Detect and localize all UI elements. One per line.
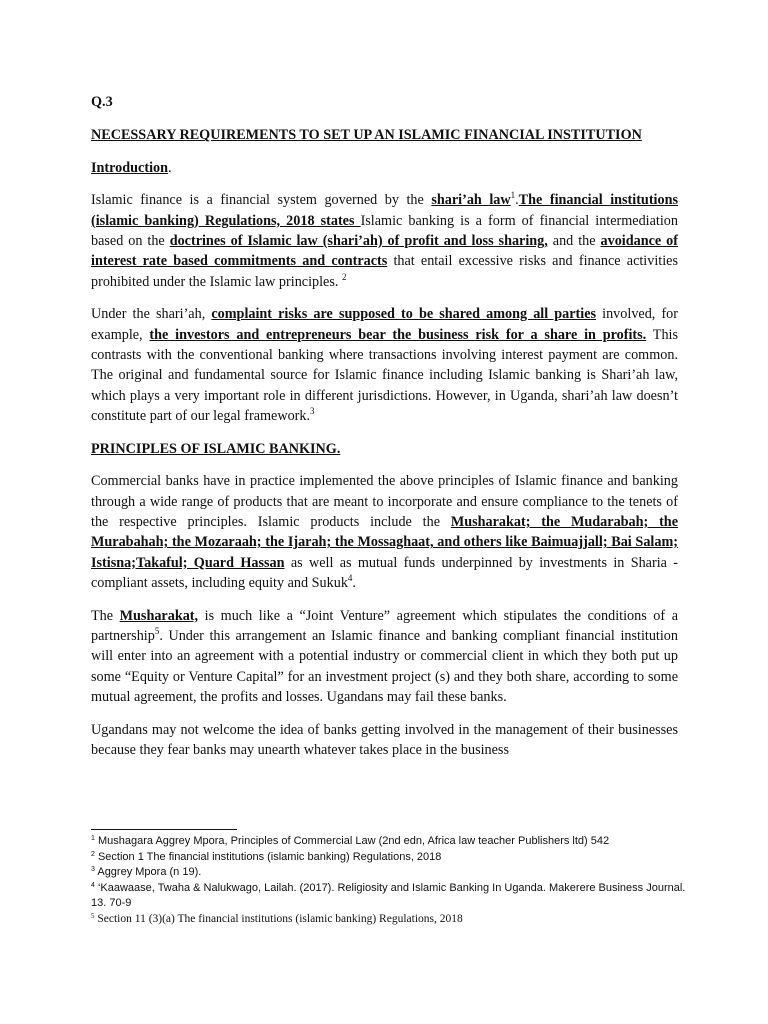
footnote-2-number: 2 xyxy=(91,850,95,858)
p1-emphasis-avoidance: avoidance of interest rate based commitments and contracts xyxy=(91,233,678,270)
footnote-1-text: Mushagara Aggrey Mpora, Principles of Commercial Law (2nd edn, Africa law teacher Publishers ltd) 542 xyxy=(94,835,610,847)
footnote-1-number: 1 xyxy=(91,835,95,842)
p1-text-5: that entail excessive risks and finance activities prohibited under the Islamic law principles. xyxy=(91,253,678,290)
footnote-3 xyxy=(91,865,691,881)
p2-text-2: involved, for example, xyxy=(91,306,678,343)
p3-emphasis-products: Musharakat; the Mudarabah; the Murabahah; the Mozaraah; the Ijarah; the Mossaghaat, and others like Baimuajjall; Bai Salam; Istisna;Takaful; Quard Hassan xyxy=(91,513,678,571)
p3-text-1: Commercial banks have in practice implemented the above principles of Islamic finance and banking through a wide range of products that are meant to incorporate and ensure compliance to the tenets of the respective principles. Islamic products include the xyxy=(91,473,678,530)
footnote-2-text: Section 1 The financial institutions (islamic banking) Regulations, 2018 xyxy=(94,850,442,863)
p1-text-1: Islamic finance is a financial system governed by the xyxy=(91,192,432,209)
footnote-3-number: 3 xyxy=(91,866,95,874)
p1-text-4: and the xyxy=(547,233,601,250)
introduction-heading-text: Introduction xyxy=(91,159,168,176)
footnote-ref-5[interactable]: 5 xyxy=(154,625,160,636)
footnote-ref-3[interactable]: 3 xyxy=(310,406,315,417)
footnote-ref-4[interactable]: 4 xyxy=(347,573,353,584)
footnotes-section xyxy=(91,829,691,928)
p1-text-2: . xyxy=(515,192,519,209)
p4-text-3: . Under this arrangement an Islamic finance and banking compliant financial institution will enter into an agreement with a potential industry or commercial client in which they both put up some “Equity or Venture Capital” for an investment project (s) and they both share, according to some mutual agreement, the profits and losses. Ugandans may fail these banks. xyxy=(91,627,678,706)
p1-emphasis-doctrines: doctrines of Islamic law (shari’ah) of profit and loss sharing, xyxy=(169,233,548,250)
question-number: Q.3 xyxy=(91,94,113,110)
footnote-ref-1[interactable]: 1 xyxy=(510,190,516,201)
p1-text-3: Islamic banking is a form of financial intermediation based on the xyxy=(91,212,678,250)
p2-emphasis-investors: the investors and entrepreneurs bear the business risk for a share in profits. xyxy=(149,326,647,343)
footnote-ref-2[interactable]: 2 xyxy=(341,271,347,282)
footnote-4 xyxy=(91,881,691,912)
footnote-4-text: ‘Kaawaase, Twaha & Nalukwago, Lailah. (2017). Religiosity and Islamic Banking In Uganda. Makerere Business Journal. 13. 70-9 xyxy=(91,881,686,910)
p3-text-3: . xyxy=(352,575,356,592)
document-body xyxy=(91,92,678,772)
document-title: NECESSARY REQUIREMENTS TO SET UP AN ISLAMIC FINANCIAL INSTITUTION xyxy=(91,127,642,144)
paragraph-products xyxy=(91,471,678,593)
paragraph-ugandans: Ugandans may not welcome the idea of banks getting involved in the management of their businesses because they fear banks may unearth whatever takes place in the business xyxy=(91,721,678,758)
principles-heading xyxy=(91,439,678,459)
footnote-5 xyxy=(91,912,691,928)
paragraph-musharakat xyxy=(91,606,678,708)
footnote-5-number: 5 xyxy=(91,911,95,920)
footnote-1 xyxy=(91,834,691,850)
p2-emphasis-risks: complaint risks are supposed to be shared among all parties xyxy=(211,306,597,323)
p2-text-3: This contrasts with the conventional banking where transactions involving interest payment are common. The original and fundamental source for Islamic finance including Islamic banking is Shari’ah law, which plays a very important role in different jurisdictions. However, in Uganda, shari’ah law doesn’t constitute part of our legal framework. xyxy=(91,326,678,425)
paragraph-shariah xyxy=(91,304,678,426)
p4-text-1: The xyxy=(91,607,120,624)
footnote-5-text: Section 11 (3)(a) The financial institutions (islamic banking) Regulations, 2018 xyxy=(94,912,463,925)
p1-emphasis-shariah-law: shari’ah law xyxy=(431,192,511,209)
footnote-2 xyxy=(91,850,691,866)
footnote-separator xyxy=(91,829,237,830)
p2-text-1: Under the shari’ah, xyxy=(91,306,212,323)
p4-text-2: is much like a “Joint Venture” agreement which stipulates the conditions of a partnership xyxy=(91,607,678,644)
paragraph-introduction xyxy=(91,190,678,292)
introduction-heading xyxy=(91,158,678,178)
footnote-3-text: Aggrey Mpora (n 19). xyxy=(94,866,202,879)
p1-emphasis-regulations: The financial institutions (islamic banking) Regulations, 2018 states xyxy=(91,192,678,229)
p4-emphasis-musharakat: Musharakat, xyxy=(119,607,199,624)
p3-text-2: as well as mutual funds underpinned by investments in Sharia - compliant assets, including equity and Sukuk xyxy=(91,554,678,592)
principles-heading-text: PRINCIPLES OF ISLAMIC BANKING. xyxy=(91,440,341,457)
introduction-heading-period: . xyxy=(168,159,172,176)
footnote-4-number: 4 xyxy=(91,881,95,889)
